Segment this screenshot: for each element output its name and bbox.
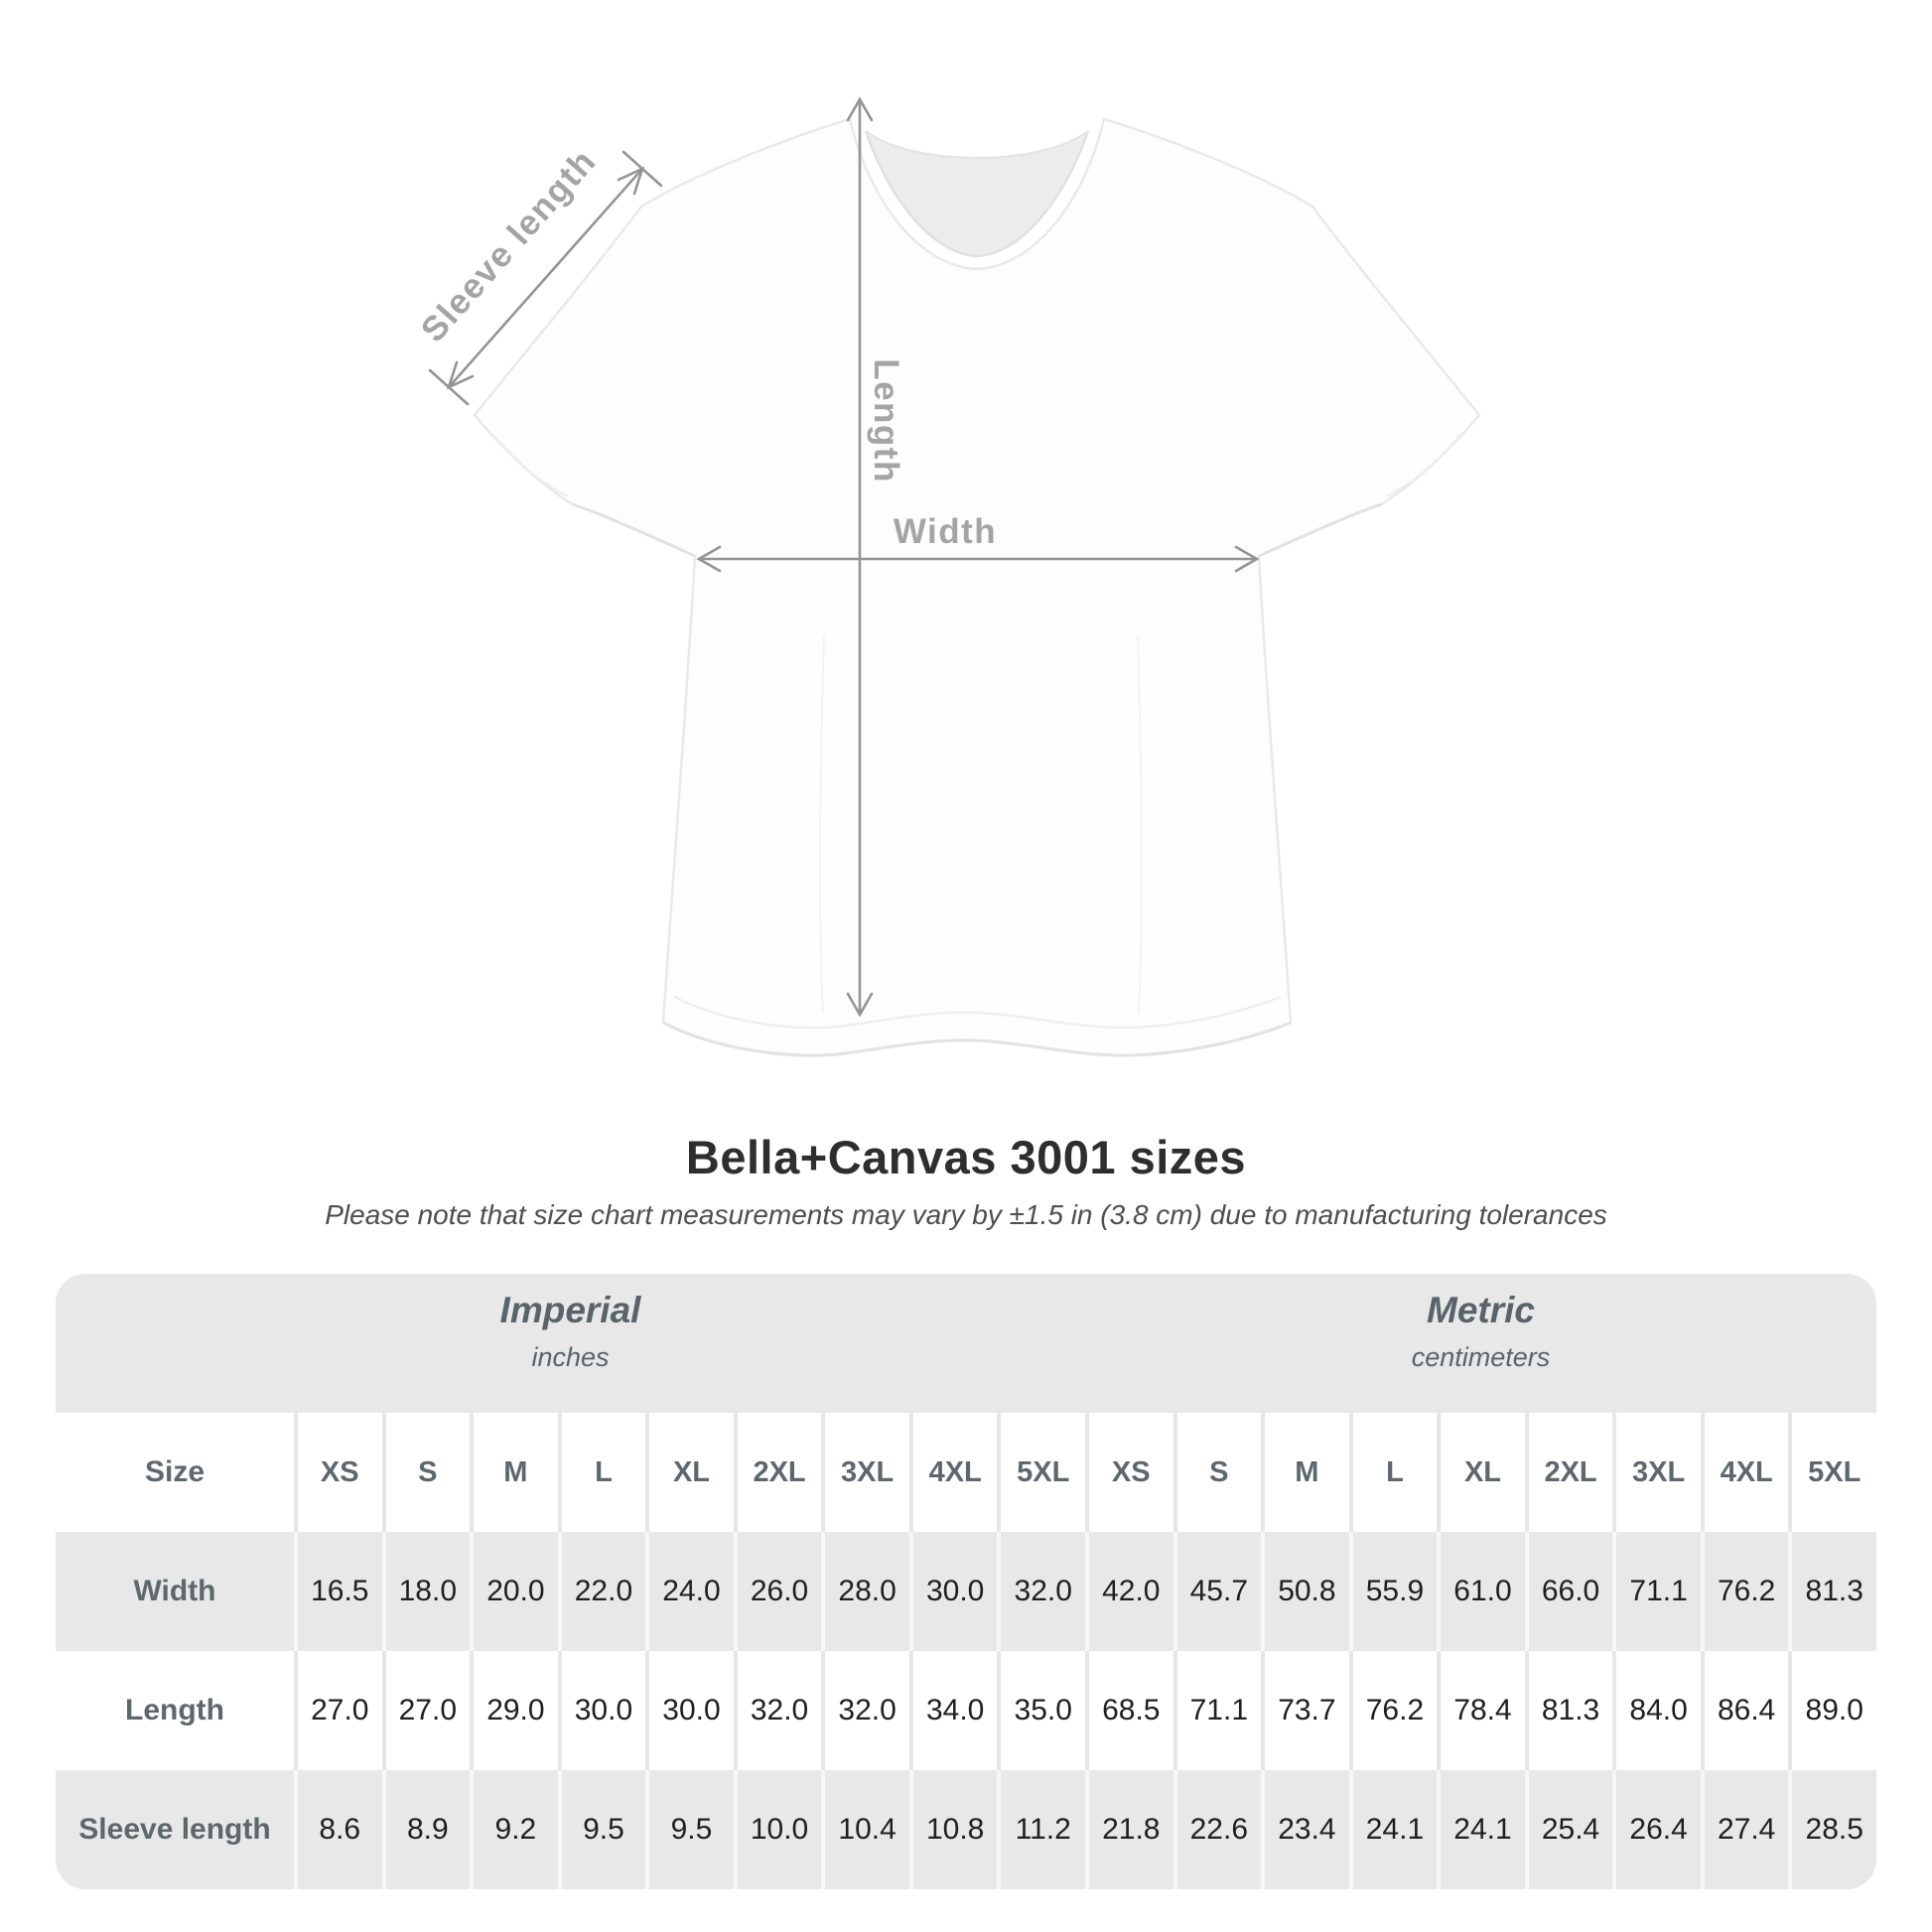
value-cell: 10.8 xyxy=(909,1770,998,1889)
table-row-length xyxy=(56,1651,1876,1770)
size-header-cell: L xyxy=(1349,1413,1438,1532)
metric-sublabel: centimeters xyxy=(1411,1342,1551,1372)
value-cell: 26.0 xyxy=(734,1532,822,1651)
sleeve-length-label: Sleeve length xyxy=(413,141,605,350)
value-cell: 55.9 xyxy=(1349,1532,1438,1651)
width-label: Width xyxy=(893,512,998,551)
value-cell: 86.4 xyxy=(1701,1651,1789,1770)
size-header-cell: 4XL xyxy=(1701,1413,1789,1532)
value-cell: 42.0 xyxy=(1085,1532,1173,1651)
value-cell: 73.7 xyxy=(1261,1651,1349,1770)
value-cell: 78.4 xyxy=(1437,1651,1525,1770)
size-header-cell: S xyxy=(382,1413,471,1532)
size-header-cell: 3XL xyxy=(1612,1413,1701,1532)
value-cell: 30.0 xyxy=(558,1651,646,1770)
value-cell: 76.2 xyxy=(1349,1651,1438,1770)
value-cell: 25.4 xyxy=(1525,1770,1613,1889)
size-header-cell: M xyxy=(1261,1413,1349,1532)
value-cell: 24.0 xyxy=(645,1532,734,1651)
value-cell: 9.5 xyxy=(645,1770,734,1889)
imperial-label: Imperial xyxy=(499,1290,641,1330)
value-cell: 8.6 xyxy=(294,1770,382,1889)
size-header-cell: XL xyxy=(1437,1413,1525,1532)
value-cell: 10.4 xyxy=(821,1770,909,1889)
value-cell: 23.4 xyxy=(1261,1770,1349,1889)
value-cell: 32.0 xyxy=(997,1532,1085,1651)
size-table-card xyxy=(56,1274,1876,1889)
value-cell: 24.1 xyxy=(1437,1770,1525,1889)
row-label-width: Width xyxy=(133,1575,216,1607)
size-header-cell: XL xyxy=(645,1413,734,1532)
size-header-row xyxy=(56,1413,1876,1532)
value-cell: 89.0 xyxy=(1788,1651,1876,1770)
size-header-cell: 4XL xyxy=(909,1413,998,1532)
value-cell: 50.8 xyxy=(1261,1532,1349,1651)
unit-header-row xyxy=(56,1274,1876,1413)
length-label: Length xyxy=(867,358,905,483)
size-header-cell: XS xyxy=(294,1413,382,1532)
value-cell: 21.8 xyxy=(1085,1770,1173,1889)
value-cell: 34.0 xyxy=(909,1651,998,1770)
value-cell: 68.5 xyxy=(1085,1651,1173,1770)
value-cell: 71.1 xyxy=(1612,1532,1701,1651)
value-cell: 66.0 xyxy=(1525,1532,1613,1651)
page-subtitle: Please note that size chart measurements may vary by ±1.5 in (3.8 cm) due to manufacturing tolerances xyxy=(325,1199,1607,1230)
value-cell: 22.6 xyxy=(1173,1770,1262,1889)
value-cell: 9.2 xyxy=(470,1770,558,1889)
size-header-cell: S xyxy=(1173,1413,1262,1532)
size-header-cell: 5XL xyxy=(1788,1413,1876,1532)
value-cell: 29.0 xyxy=(470,1651,558,1770)
value-cell: 76.2 xyxy=(1701,1532,1789,1651)
value-cell: 27.4 xyxy=(1701,1770,1789,1889)
value-cell: 20.0 xyxy=(470,1532,558,1651)
value-cell: 71.1 xyxy=(1173,1651,1262,1770)
value-cell: 45.7 xyxy=(1173,1532,1262,1651)
row-label-sleeve-length: Sleeve length xyxy=(78,1813,271,1846)
size-header-cell: L xyxy=(558,1413,646,1532)
value-cell: 16.5 xyxy=(294,1532,382,1651)
size-header-cell: 3XL xyxy=(821,1413,909,1532)
page-title: Bella+Canvas 3001 sizes xyxy=(685,1131,1247,1183)
value-cell: 26.4 xyxy=(1612,1770,1701,1889)
value-cell: 30.0 xyxy=(909,1532,998,1651)
imperial-sublabel: inches xyxy=(531,1342,610,1372)
value-cell: 81.3 xyxy=(1525,1651,1613,1770)
value-cell: 27.0 xyxy=(294,1651,382,1770)
size-column-header: Size xyxy=(144,1455,206,1488)
value-cell: 32.0 xyxy=(821,1651,909,1770)
value-cell: 10.0 xyxy=(734,1770,822,1889)
value-cell: 18.0 xyxy=(382,1532,471,1651)
value-cell: 81.3 xyxy=(1788,1532,1876,1651)
value-cell: 9.5 xyxy=(558,1770,646,1889)
size-header-cell: 2XL xyxy=(1525,1413,1613,1532)
value-cell: 22.0 xyxy=(558,1532,646,1651)
value-cell: 27.0 xyxy=(382,1651,471,1770)
value-cell: 24.1 xyxy=(1349,1770,1438,1889)
size-header-cell: 5XL xyxy=(997,1413,1085,1532)
value-cell: 61.0 xyxy=(1437,1532,1525,1651)
size-header-cell: XS xyxy=(1085,1413,1173,1532)
unit-group-metric xyxy=(1085,1274,1876,1413)
size-header-cell: M xyxy=(470,1413,558,1532)
value-cell: 35.0 xyxy=(997,1651,1085,1770)
size-header-cell: 2XL xyxy=(734,1413,822,1532)
table-row-width xyxy=(56,1532,1876,1651)
value-cell: 32.0 xyxy=(734,1651,822,1770)
row-label-length: Length xyxy=(125,1694,224,1726)
value-cell: 30.0 xyxy=(645,1651,734,1770)
table-row-sleeve-length xyxy=(56,1770,1876,1889)
unit-group-imperial xyxy=(56,1274,1085,1413)
metric-label: Metric xyxy=(1427,1290,1535,1330)
value-cell: 11.2 xyxy=(997,1770,1085,1889)
value-cell: 84.0 xyxy=(1612,1651,1701,1770)
value-cell: 28.5 xyxy=(1788,1770,1876,1889)
value-cell: 28.0 xyxy=(821,1532,909,1651)
value-cell: 8.9 xyxy=(382,1770,471,1889)
tshirt-graphic xyxy=(475,119,1479,1055)
